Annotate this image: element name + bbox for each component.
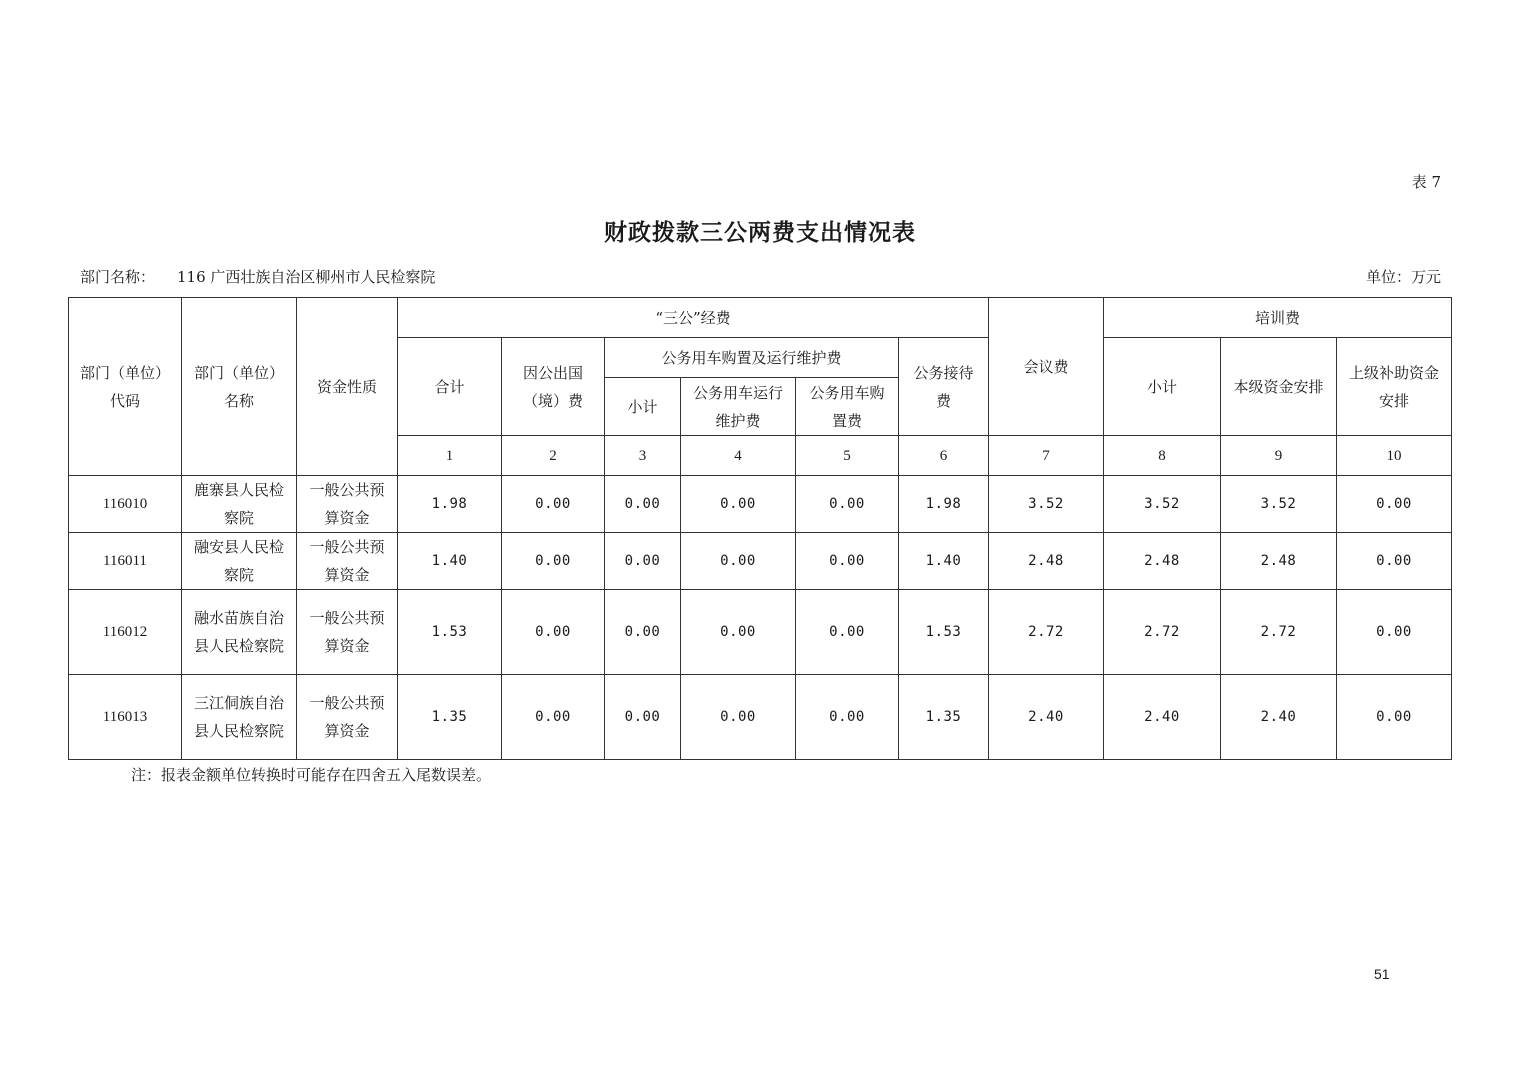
row-value: 0.00: [796, 533, 899, 590]
row-fund: 一般公共预算资金: [297, 476, 398, 533]
header-vehicle-purchase: 公务用车购置费: [796, 378, 899, 436]
row-value: 0.00: [796, 476, 899, 533]
row-value: 0.00: [1337, 533, 1452, 590]
row-value: 1.53: [398, 590, 502, 675]
column-number: 8: [1104, 436, 1221, 476]
row-value: 2.72: [1104, 590, 1221, 675]
header-upper-subsidy: 上级补助资金安排: [1337, 338, 1452, 436]
row-value: 1.53: [899, 590, 989, 675]
row-value: 0.00: [681, 533, 796, 590]
row-value: 0.00: [681, 590, 796, 675]
column-number: 1: [398, 436, 502, 476]
header-dept-name: 部门（单位）名称: [182, 298, 297, 476]
row-name: 融安县人民检察院: [182, 533, 297, 590]
column-number: 7: [989, 436, 1104, 476]
row-value: 1.35: [899, 675, 989, 760]
header-abroad: 因公出国（境）费: [502, 338, 605, 436]
header-reception: 公务接待费: [899, 338, 989, 436]
column-number: 5: [796, 436, 899, 476]
column-number: 9: [1221, 436, 1337, 476]
row-value: 0.00: [1337, 476, 1452, 533]
row-code: 116011: [69, 533, 182, 590]
department-line: [80, 266, 435, 287]
row-value: 0.00: [796, 675, 899, 760]
column-number: 6: [899, 436, 989, 476]
row-value: 2.40: [1221, 675, 1337, 760]
row-value: 2.48: [1221, 533, 1337, 590]
row-value: 2.48: [989, 533, 1104, 590]
row-value: 1.40: [899, 533, 989, 590]
row-value: 0.00: [1337, 675, 1452, 760]
row-value: 0.00: [502, 590, 605, 675]
row-value: 2.40: [1104, 675, 1221, 760]
row-value: 2.72: [989, 590, 1104, 675]
row-value: 0.00: [1337, 590, 1452, 675]
header-dept-code: 部门（单位）代码: [69, 298, 182, 476]
header-training: 培训费: [1104, 298, 1452, 338]
row-value: 2.40: [989, 675, 1104, 760]
row-name: 融水苗族自治县人民检察院: [182, 590, 297, 675]
table-row: [69, 476, 1452, 533]
row-value: 0.00: [605, 533, 681, 590]
row-value: 0.00: [681, 675, 796, 760]
row-value: 0.00: [605, 476, 681, 533]
row-value: 0.00: [796, 590, 899, 675]
row-code: 116010: [69, 476, 182, 533]
column-number: 2: [502, 436, 605, 476]
row-fund: 一般公共预算资金: [297, 590, 398, 675]
column-number: 4: [681, 436, 796, 476]
header-total: 合计: [398, 338, 502, 436]
row-name: 三江侗族自治县人民检察院: [182, 675, 297, 760]
header-training-subtotal: 小计: [1104, 338, 1221, 436]
header-own-funds: 本级资金安排: [1221, 338, 1337, 436]
header-vehicle-operation: 公务用车运行维护费: [681, 378, 796, 436]
department-value: 116 广西壮族自治区柳州市人民检察院: [177, 268, 436, 286]
table-body: [69, 476, 1452, 760]
row-value: 0.00: [502, 533, 605, 590]
row-name: 鹿寨县人民检察院: [182, 476, 297, 533]
header-sangong: “三公”经费: [398, 298, 989, 338]
footnote: 注：报表金额单位转换时可能存在四舍五入尾数误差。: [131, 766, 492, 784]
header-vehicle-subtotal: 小计: [605, 378, 681, 436]
table-row: [69, 675, 1452, 760]
row-value: 1.35: [398, 675, 502, 760]
row-code: 116013: [69, 675, 182, 760]
row-value: 0.00: [681, 476, 796, 533]
row-value: 0.00: [502, 476, 605, 533]
row-fund: 一般公共预算资金: [297, 675, 398, 760]
row-value: 0.00: [605, 675, 681, 760]
row-value: 3.52: [1104, 476, 1221, 533]
table-row: [69, 533, 1452, 590]
page-number: 51: [1374, 966, 1390, 982]
table-row: [69, 590, 1452, 675]
header-fund-type: 资金性质: [297, 298, 398, 476]
unit-label: 单位：万元: [1365, 268, 1441, 286]
row-fund: 一般公共预算资金: [297, 533, 398, 590]
column-number: 3: [605, 436, 681, 476]
row-value: 1.40: [398, 533, 502, 590]
table-label: 表 7: [1411, 173, 1441, 191]
expenditure-table: [68, 297, 1452, 760]
row-value: 2.48: [1104, 533, 1221, 590]
row-value: 3.52: [989, 476, 1104, 533]
page-title: 财政拨款三公两费支出情况表: [604, 219, 916, 246]
row-code: 116012: [69, 590, 182, 675]
row-value: 1.98: [899, 476, 989, 533]
table-header: [69, 298, 1452, 476]
column-number: 10: [1337, 436, 1452, 476]
row-value: 3.52: [1221, 476, 1337, 533]
row-value: 0.00: [605, 590, 681, 675]
row-value: 1.98: [398, 476, 502, 533]
header-vehicle: 公务用车购置及运行维护费: [605, 338, 899, 378]
header-meeting: 会议费: [989, 298, 1104, 436]
department-label: 部门名称：: [80, 268, 156, 286]
row-value: 0.00: [502, 675, 605, 760]
row-value: 2.72: [1221, 590, 1337, 675]
